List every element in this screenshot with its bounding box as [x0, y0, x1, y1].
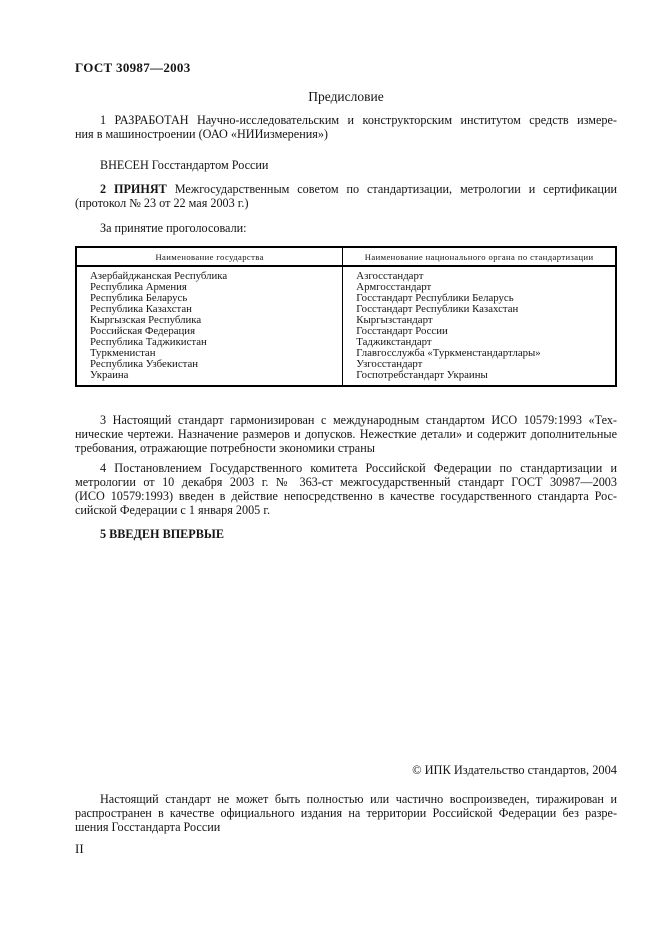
state-cell: Республика Армения — [90, 281, 187, 293]
preface-title: Предисловие — [308, 89, 384, 104]
text-line: 4 Постановлением Государственного комитета Российской Федерации по стандартизации и — [100, 461, 617, 475]
state-cell: Украина — [90, 369, 129, 381]
paragraph-prinyat — [75, 182, 617, 210]
state-cell: Республика Беларусь — [90, 292, 188, 304]
org-cell: Госпотребстандарт Украины — [356, 369, 488, 381]
text-line: Настоящий стандарт не может быть полностью или частично воспроизведен, тиражирован и — [100, 792, 617, 806]
org-cell: Армгосстандарт — [356, 281, 432, 293]
text-line: сийской Федерации с 1 января 2005 г. — [75, 503, 270, 517]
text-line: нические чертежи. Назначение размеров и допусков. Нежесткие детали» и содержит дополнительные — [75, 427, 617, 441]
table-header-state: Наименование государства — [77, 248, 343, 265]
state-cell: Республика Казахстан — [90, 303, 192, 315]
org-cell: Госстандарт Республики Казахстан — [356, 303, 519, 315]
vote-table-header-row — [77, 248, 615, 267]
paragraph-razrabotan — [75, 113, 617, 141]
vote-table-body — [77, 267, 615, 385]
state-cell: Российская Федерация — [90, 325, 196, 337]
text-line: шения Госстандарта России — [75, 820, 221, 834]
text-line: ния в машиностроении (ОАО «НИИизмерения») — [75, 127, 328, 141]
vote-table — [75, 246, 617, 387]
org-cell: Узгосстандарт — [356, 358, 423, 370]
copyright-line: © ИПК Издательство стандартов, 2004 — [412, 763, 617, 777]
text-line: требования, отражающие потребности экономики страны — [75, 441, 375, 455]
org-cell: Азгосстандарт — [356, 270, 424, 282]
state-cell: Азербайджанская Республика — [90, 270, 228, 282]
text-segment: Межгосударственным советом по стандартизации, метрологии и сертификации — [166, 182, 617, 196]
org-cell: Главгосслужба «Туркменстандартлары» — [356, 347, 541, 359]
org-cell: Госстандарт Республики Беларусь — [356, 292, 514, 304]
org-cell: Госстандарт России — [356, 325, 448, 337]
doc-code: ГОСТ 30987—2003 — [75, 60, 191, 75]
text-line: метрологии от 10 декабря 2003 г. № 363-ст межгосударственный стандарт ГОСТ 30987—2003 — [75, 475, 617, 489]
org-cell: Кыргызстандарт — [356, 314, 433, 326]
vote-intro: За принятие проголосовали: — [100, 221, 247, 235]
text-line: 3 Настоящий стандарт гармонизирован с международным стандартом ИСО 10579:1993 «Тех- — [100, 413, 617, 427]
state-cell: Туркменистан — [90, 347, 156, 359]
state-cell: Республика Таджикистан — [90, 336, 207, 348]
paragraph-harmonized — [75, 413, 617, 455]
state-cell: Кыргызская Республика — [90, 314, 202, 326]
paragraph-vnesen: ВНЕСЕН Госстандартом России — [100, 158, 269, 172]
text-line: (протокол № 23 от 22 мая 2003 г.) — [75, 196, 249, 210]
org-cell: Таджикстандарт — [356, 336, 432, 348]
text-line: 1 РАЗРАБОТАН Научно-исследовательским и конструкторским институтом средств измере- — [100, 113, 617, 127]
org-column — [343, 267, 615, 385]
state-cell: Республика Узбекистан — [90, 358, 199, 370]
restriction-paragraph — [75, 792, 617, 834]
text-line: распространен в качестве официального издания на территории Российской Федерации без разре- — [75, 806, 617, 820]
state-column — [77, 267, 343, 385]
page-number: II — [75, 841, 84, 856]
prinyat-keyword: 2 ПРИНЯТ — [100, 182, 167, 196]
paragraph-postanovlenie — [75, 461, 617, 517]
table-header-org: Наименование национального органа по стандартизации — [364, 252, 594, 262]
paragraph-vveden: 5 ВВЕДЕН ВПЕРВЫЕ — [100, 527, 224, 541]
text-line — [75, 182, 617, 196]
text-line: (ИСО 10579:1993) введен в действие непосредственно в качестве государственного стандарта Рос- — [75, 489, 617, 503]
